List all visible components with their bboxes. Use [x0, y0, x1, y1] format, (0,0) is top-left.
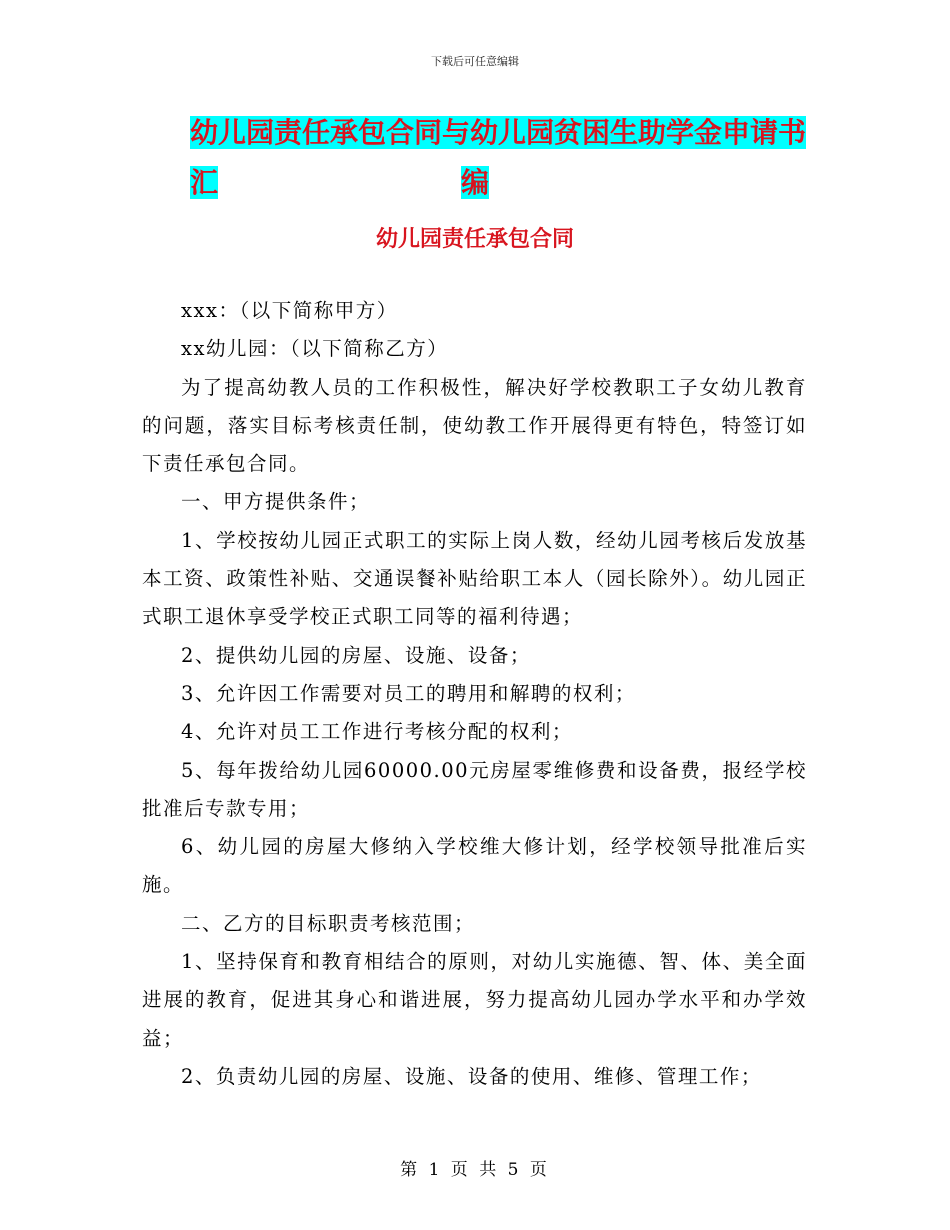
document-title: [190, 108, 830, 208]
page-header-note: 下载后可任意编辑: [431, 55, 519, 68]
paragraph: xxx：（以下简称甲方）: [181, 299, 398, 322]
paragraph: 为了提高幼教人员的工作积极性，解决好学校教职工子女幼儿教育的问题，落实目标考核责任制，使幼教工作开展得更有特色，特签订如下责任承包合同。: [142, 375, 807, 476]
paragraph: 2、提供幼儿园的房屋、设施、设备；: [181, 643, 531, 667]
document-body: [142, 292, 807, 1096]
paragraph: 一、甲方提供条件；: [181, 490, 371, 514]
document-title-line-2: 编: [460, 166, 489, 199]
paragraph: 4、允许对员工工作进行考核分配的权利；: [181, 720, 573, 744]
paragraph: 二、乙方的目标职责考核范围；: [181, 911, 476, 935]
paragraph: 5、每年拨给幼儿园60000.00元房屋零维修费和设备费，报经学校批准后专款专用；: [142, 758, 807, 820]
page-number: 第 1 页 共 5 页: [400, 1160, 550, 1180]
paragraph: 1、学校按幼儿园正式职工的实际上岗人数，经幼儿园考核后发放基本工资、政策性补贴、交通误餐补贴给职工本人（园长除外）。幼儿园正式职工退休享受学校正式职工同等的福利待遇；: [142, 528, 807, 629]
paragraph: 3、允许因工作需要对员工的聘用和解聘的权利；: [181, 681, 636, 705]
paragraph: 2、负责幼儿园的房屋、设施、设备的使用、维修、管理工作；: [181, 1064, 762, 1088]
document-title-line-1: 幼儿园责任承包合同与幼儿园贫困生助学金申请书汇: [190, 116, 807, 199]
paragraph: 1、坚持保育和教育相结合的原则，对幼儿实施德、智、体、美全面进展的教育，促进其身心和谐进展，努力提高幼儿园办学水平和办学效益；: [142, 950, 807, 1050]
paragraph: 6、幼儿园的房屋大修纳入学校维大修计划，经学校领导批准后实施。: [142, 835, 807, 897]
section-title: 幼儿园责任承包合同: [375, 227, 574, 252]
paragraph: xx幼儿园：（以下简称乙方）: [181, 337, 449, 361]
